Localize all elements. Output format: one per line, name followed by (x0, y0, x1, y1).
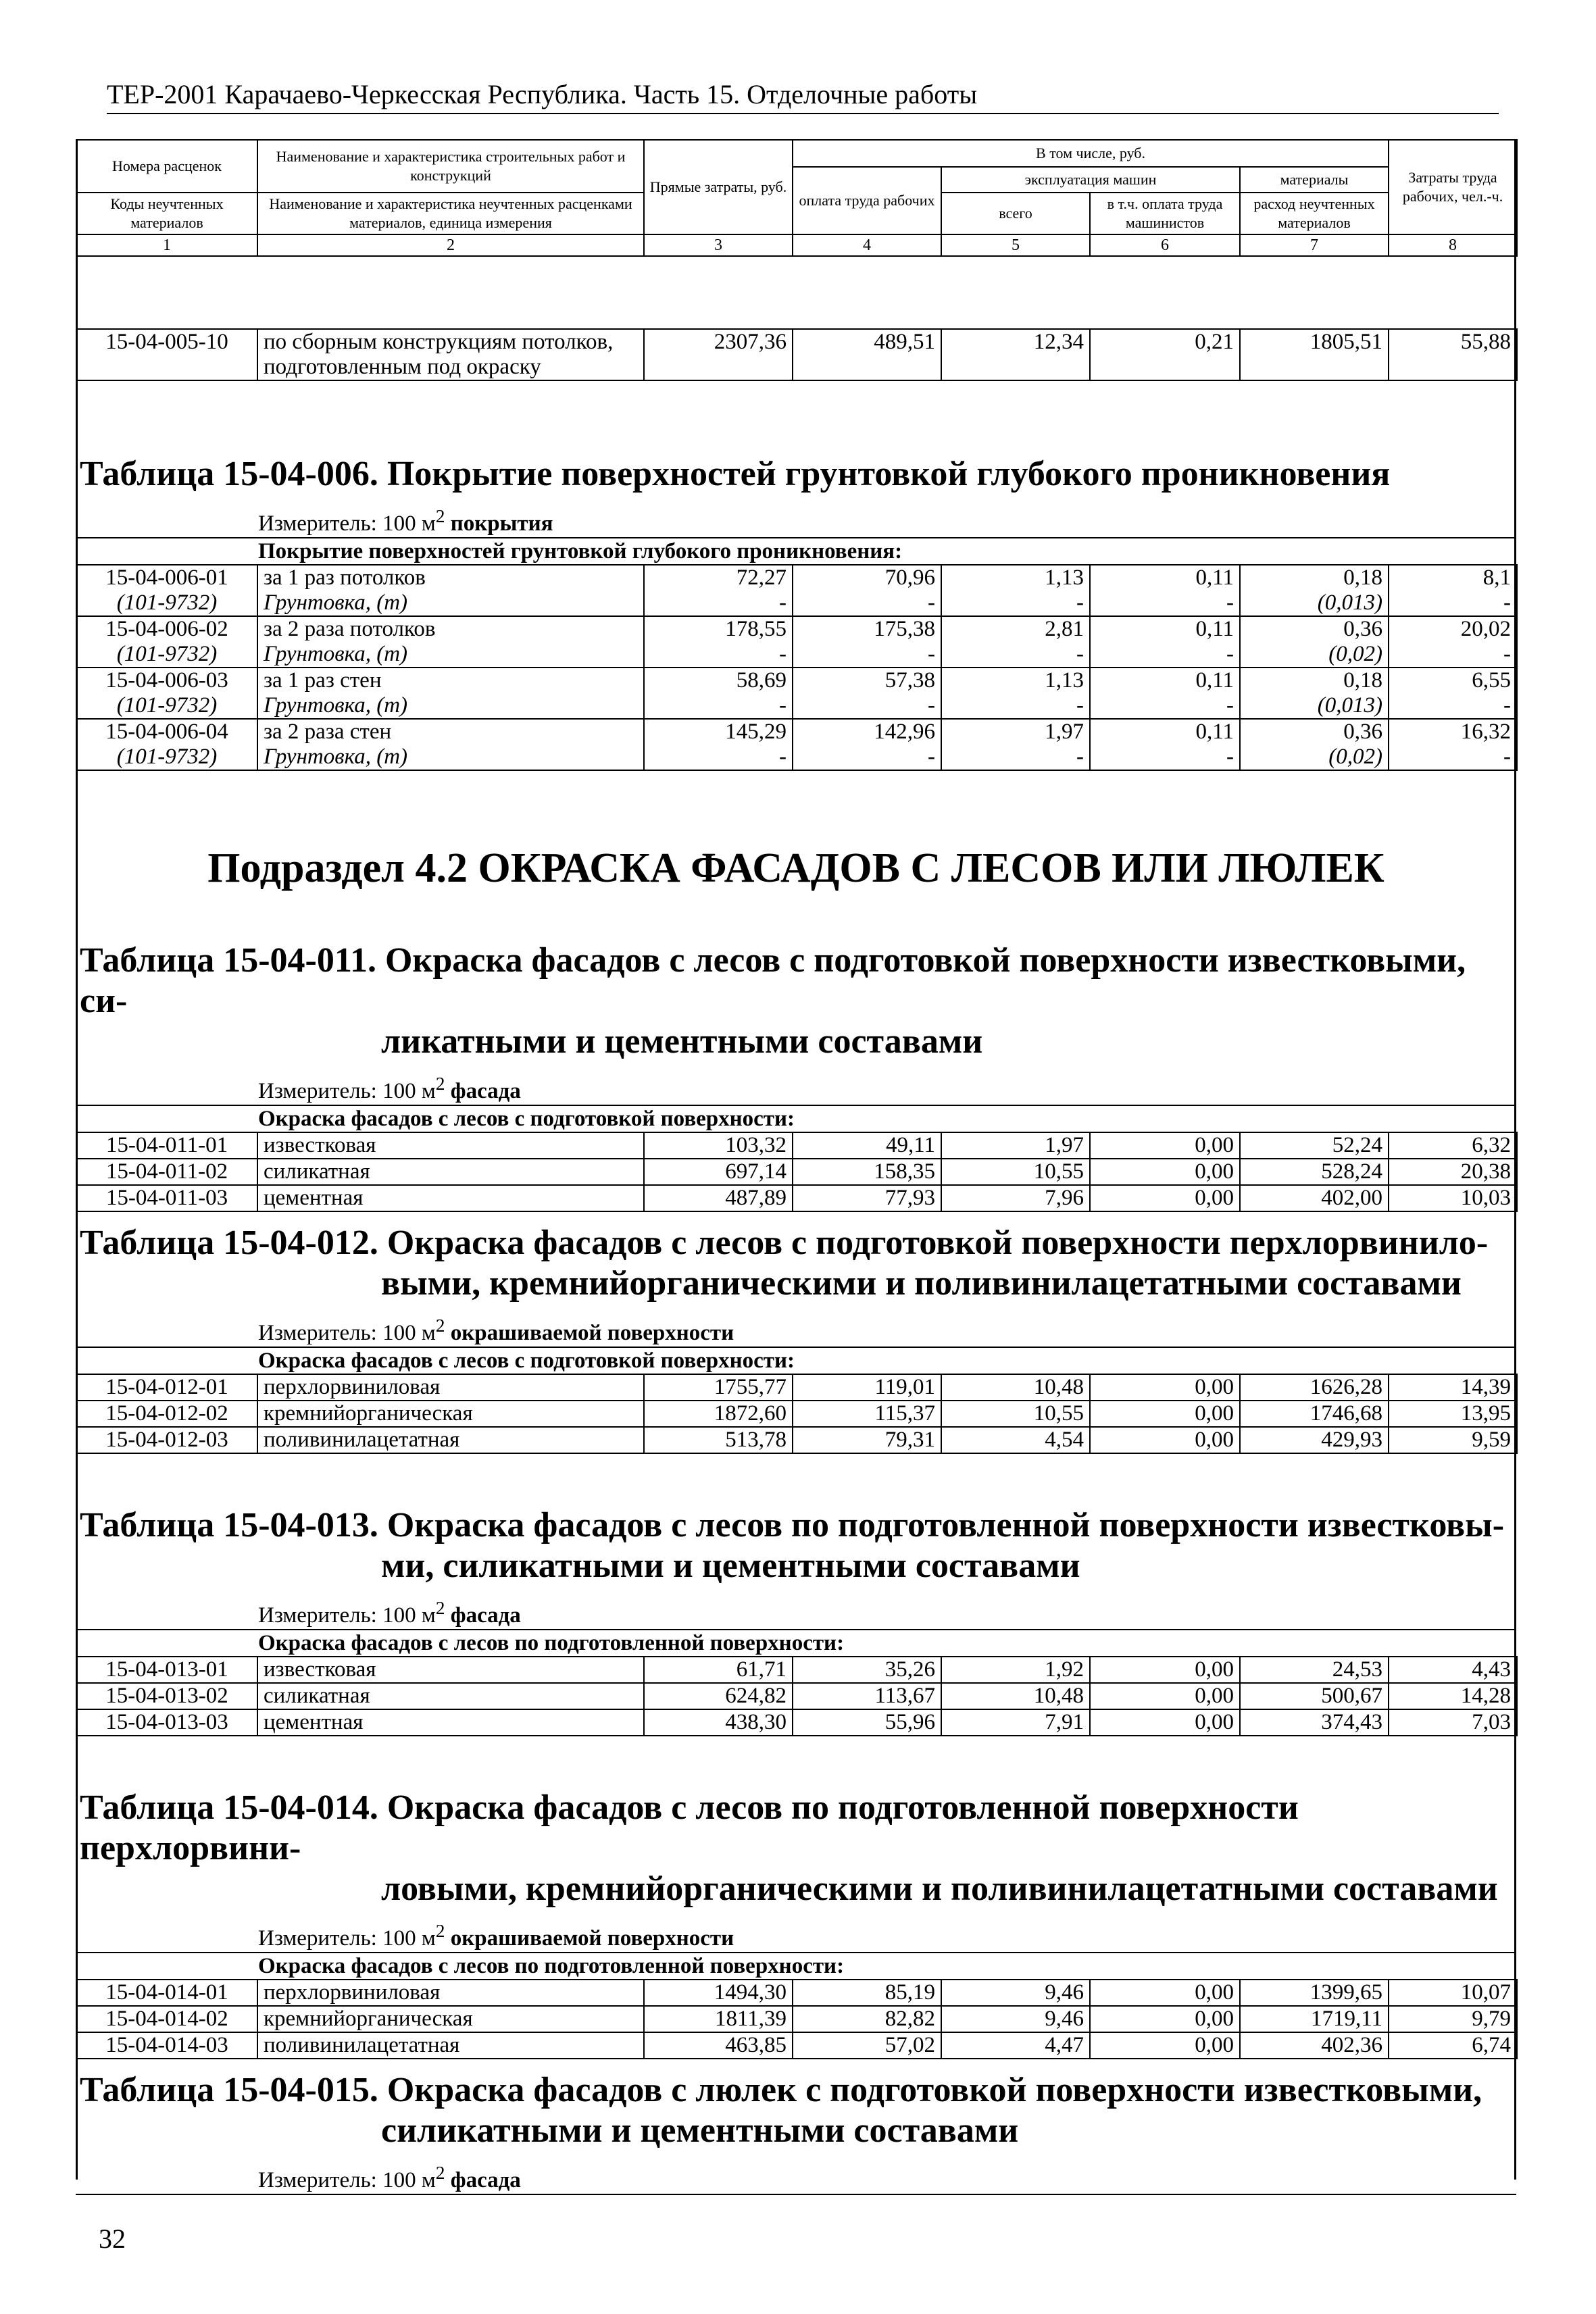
value-cell: 9,59 (1389, 1427, 1517, 1453)
value-cell: 0,00 (1090, 2006, 1240, 2032)
value-cell: 0,18 (1240, 565, 1389, 590)
rate-name: поливинилацетатная (257, 2032, 644, 2059)
table-row (76, 719, 1517, 745)
value-cell: 0,00 (1090, 1980, 1240, 2006)
value-cell: 115,37 (793, 1401, 941, 1427)
value-cell: 4,54 (941, 1427, 1090, 1453)
group-heading: Окраска фасадов с лесов по подготовленной поверхности: (76, 1629, 1516, 1656)
value-cell: 79,31 (793, 1427, 941, 1453)
value-cell: 178,55 (644, 616, 793, 642)
table-title: Таблица 15-04-015. Окраска фасадов с люлек с подготовкой поверхности известковыми, силикатными и цементными составами (80, 2071, 1482, 2150)
table-row (76, 1657, 1517, 1683)
value-cell: 55,96 (793, 1709, 941, 1736)
material-value: (0,013) (1240, 590, 1389, 616)
value-cell: 0,11 (1090, 616, 1240, 642)
section-table-014 (76, 1788, 1516, 2059)
value-cell: 13,95 (1389, 1401, 1517, 1427)
value-cell: 1805,51 (1240, 329, 1389, 380)
material-name: Грунтовка, (т) (257, 693, 644, 719)
value-cell: 697,14 (644, 1159, 793, 1185)
value-cell: 1811,39 (644, 2006, 793, 2032)
value-cell: 1,13 (941, 565, 1090, 590)
value-cell: 0,00 (1090, 1132, 1240, 1159)
value-cell: 52,24 (1240, 1132, 1389, 1159)
rate-code: 15-04-014-01 (76, 1980, 257, 2006)
material-code: (101-9732) (76, 693, 257, 719)
material-value: - (1090, 590, 1240, 616)
col-header-3: Прямые затраты, руб. (644, 140, 793, 234)
rate-name: перхлорвиниловая (257, 1374, 644, 1401)
rate-code: 15-04-011-02 (76, 1159, 257, 1185)
value-cell: 402,36 (1240, 2032, 1389, 2059)
group-heading: Окраска фасадов с лесов по подготовленной поверхности: (76, 1952, 1516, 1979)
material-row (76, 590, 1517, 616)
value-cell: 14,28 (1389, 1683, 1517, 1709)
col-num: 5 (941, 234, 1090, 256)
value-cell: 0,00 (1090, 2032, 1240, 2059)
measure-unit: Измеритель: 100 $м^2$ фасада (258, 1073, 521, 1103)
table-title: Таблица 15-04-014. Окраска фасадов с лесов по подготовленной поверхности перхлорвини- ловыми, кремнийорганическими и поливинилацетатными составами (80, 1788, 1498, 1908)
subsection-heading: Подраздел 4.2 ОКРАСКА ФАСАДОВ С ЛЕСОВ ИЛИ ЛЮЛЕК (207, 845, 1385, 891)
subsection-heading-wrap (76, 845, 1516, 892)
table-011 (76, 1132, 1518, 1212)
rate-code: 15-04-013-03 (76, 1709, 257, 1736)
rate-name: по сборным конструкциям потолков, подготовленным под окраску (257, 329, 644, 380)
material-value: - (1090, 693, 1240, 719)
value-cell: 9,46 (941, 1980, 1090, 2006)
table-row (76, 1401, 1517, 1427)
col-header-incl: В том числе, руб. (793, 140, 1389, 167)
page-number: 32 (99, 2223, 126, 2254)
page-header: ТЕР-2001 Карачаево-Черкесская Республика. Часть 15. Отделочные работы (107, 78, 1499, 114)
value-cell: 16,32 (1389, 719, 1517, 745)
value-cell: 145,29 (644, 719, 793, 745)
value-cell: 0,00 (1090, 1709, 1240, 1736)
value-cell: 4,47 (941, 2032, 1090, 2059)
value-cell: 438,30 (644, 1709, 793, 1736)
rate-code: 15-04-006-01 (76, 565, 257, 590)
rate-code: 15-04-006-03 (76, 668, 257, 693)
table-row (76, 329, 1517, 380)
section-table-012 (76, 1223, 1516, 1454)
material-value: - (1389, 642, 1517, 668)
material-value: - (1389, 745, 1517, 770)
value-cell: 487,89 (644, 1185, 793, 1211)
value-cell: 1719,11 (1240, 2006, 1389, 2032)
col-header-8: Затраты труда рабочих, чел.-ч. (1389, 140, 1517, 234)
value-cell: 57,38 (793, 668, 941, 693)
value-cell: 0,36 (1240, 616, 1389, 642)
material-value: - (644, 590, 793, 616)
value-cell: 513,78 (644, 1427, 793, 1453)
rate-code: 15-04-011-01 (76, 1132, 257, 1159)
value-cell: 70,96 (793, 565, 941, 590)
material-value: - (644, 745, 793, 770)
value-cell: 10,07 (1389, 1980, 1517, 2006)
table-row (76, 1709, 1517, 1736)
col-num: 3 (644, 234, 793, 256)
measure-unit: Измеритель: 100 $м^2$ фасада (258, 1597, 521, 1628)
value-cell: 7,96 (941, 1185, 1090, 1211)
col-num: 7 (1240, 234, 1389, 256)
value-cell: 4,43 (1389, 1657, 1517, 1683)
rate-name: кремнийорганическая (257, 2006, 644, 2032)
value-cell: 1626,28 (1240, 1374, 1389, 1401)
measure-unit: Измеритель: 100 $м^2$ покрытия (258, 505, 553, 536)
col-num: 1 (76, 234, 257, 256)
col-header-mach: эксплуатация машин (941, 167, 1240, 193)
table-row (76, 1683, 1517, 1709)
rate-name: за 1 раз потолков (257, 565, 644, 590)
measure-unit: Измеритель: 100 $м^2$ фасада (76, 2159, 1516, 2195)
col-num: 6 (1090, 234, 1240, 256)
rate-code: 15-04-006-04 (76, 719, 257, 745)
value-cell: 500,67 (1240, 1683, 1389, 1709)
value-cell: 9,46 (941, 2006, 1090, 2032)
col-num: 4 (793, 234, 941, 256)
column-header-table (76, 139, 1518, 257)
material-value: - (941, 745, 1090, 770)
measure-unit: Измеритель: 100 $м^2$ окрашиваемой поверхности (258, 1315, 734, 1345)
table-row (76, 2032, 1517, 2059)
table-012 (76, 1374, 1518, 1454)
group-heading: Окраска фасадов с лесов с подготовкой поверхности: (76, 1347, 1516, 1374)
rate-name: цементная (257, 1185, 644, 1211)
material-code: (101-9732) (76, 745, 257, 770)
col-header-2a: Наименование и характеристика строительных работ и конструкций (257, 140, 644, 193)
value-cell: 1,97 (941, 719, 1090, 745)
value-cell: 142,96 (793, 719, 941, 745)
value-cell: 0,00 (1090, 1427, 1240, 1453)
rate-name: силикатная (257, 1683, 644, 1709)
table-title: Таблица 15-04-011. Окраска фасадов с лесов с подготовкой поверхности известковыми, си- ликатными и цементными составами (80, 941, 1466, 1061)
value-cell: 1,13 (941, 668, 1090, 693)
value-cell: 2307,36 (644, 329, 793, 380)
col-header-1b: Коды неучтенных материалов (76, 193, 257, 234)
material-value: (0,02) (1240, 642, 1389, 668)
rate-code: 15-04-014-03 (76, 2032, 257, 2059)
material-code: (101-9732) (76, 642, 257, 668)
rate-code: 15-04-012-03 (76, 1427, 257, 1453)
col-header-1a: Номера расценок (76, 140, 257, 193)
rate-name: цементная (257, 1709, 644, 1736)
col-num: 8 (1389, 234, 1517, 256)
value-cell: 0,00 (1090, 1185, 1240, 1211)
value-cell: 158,35 (793, 1159, 941, 1185)
value-cell: 10,03 (1389, 1185, 1517, 1211)
col-header-mat: материалы (1240, 167, 1389, 193)
value-cell: 10,48 (941, 1683, 1090, 1709)
measure-unit: Измеритель: 100 $м^2$ окрашиваемой поверхности (258, 1920, 734, 1951)
value-cell: 489,51 (793, 329, 941, 380)
material-row (76, 745, 1517, 770)
value-cell: 61,71 (644, 1657, 793, 1683)
value-cell: 20,38 (1389, 1159, 1517, 1185)
value-cell: 6,55 (1389, 668, 1517, 693)
material-row (76, 693, 1517, 719)
rate-name: перхлорвиниловая (257, 1980, 644, 2006)
rate-code: 15-04-006-02 (76, 616, 257, 642)
value-cell: 49,11 (793, 1132, 941, 1159)
col-header-6: в т.ч. оплата труда машинистов (1090, 193, 1240, 234)
table-row (76, 1132, 1517, 1159)
value-cell: 528,24 (1240, 1159, 1389, 1185)
material-name: Грунтовка, (т) (257, 745, 644, 770)
rate-name: за 2 раза потолков (257, 616, 644, 642)
material-value: - (1090, 745, 1240, 770)
table-014 (76, 1979, 1518, 2059)
rate-name: известковая (257, 1132, 644, 1159)
rate-name: за 2 раза стен (257, 719, 644, 745)
value-cell: 1494,30 (644, 1980, 793, 2006)
group-heading: Окраска фасадов с лесов с подготовкой поверхности: (76, 1105, 1516, 1132)
value-cell: 103,32 (644, 1132, 793, 1159)
value-cell: 85,19 (793, 1980, 941, 2006)
table-013 (76, 1656, 1518, 1736)
table-row (76, 2006, 1517, 2032)
rate-code: 15-04-014-02 (76, 2006, 257, 2032)
value-cell: 55,88 (1389, 329, 1517, 380)
rate-code: 15-04-012-01 (76, 1374, 257, 1401)
value-cell: 0,00 (1090, 1657, 1240, 1683)
rate-code: 15-04-005-10 (76, 329, 257, 380)
material-value: - (793, 693, 941, 719)
material-value: - (644, 693, 793, 719)
value-cell: 1,97 (941, 1132, 1090, 1159)
table-row (76, 668, 1517, 693)
value-cell: 7,03 (1389, 1709, 1517, 1736)
table-row (76, 565, 1517, 590)
material-value: - (1389, 693, 1517, 719)
value-cell: 0,11 (1090, 668, 1240, 693)
value-cell: 77,93 (793, 1185, 941, 1211)
value-cell: 374,43 (1240, 1709, 1389, 1736)
value-cell: 0,18 (1240, 668, 1389, 693)
value-cell: 35,26 (793, 1657, 941, 1683)
value-cell: 8,1 (1389, 565, 1517, 590)
col-header-4: оплата труда рабочих (793, 167, 941, 234)
material-code: (101-9732) (76, 590, 257, 616)
value-cell: 0,11 (1090, 565, 1240, 590)
material-row (76, 642, 1517, 668)
material-value: - (941, 590, 1090, 616)
value-cell: 6,74 (1389, 2032, 1517, 2059)
value-cell: 0,00 (1090, 1374, 1240, 1401)
material-value: - (644, 642, 793, 668)
value-cell: 463,85 (644, 2032, 793, 2059)
value-cell: 0,00 (1090, 1159, 1240, 1185)
value-cell: 7,91 (941, 1709, 1090, 1736)
material-value: - (1090, 642, 1240, 668)
col-header-2b: Наименование и характеристика неучтенных расценками материалов, единица измерения (257, 193, 644, 234)
value-cell: 0,00 (1090, 1683, 1240, 1709)
col-header-7: расход неучтенных материалов (1240, 193, 1389, 234)
rate-code: 15-04-011-03 (76, 1185, 257, 1211)
value-cell: 82,82 (793, 2006, 941, 2032)
value-cell: 1746,68 (1240, 1401, 1389, 1427)
material-value: - (793, 642, 941, 668)
value-cell: 20,02 (1389, 616, 1517, 642)
value-cell: 0,21 (1090, 329, 1240, 380)
group-heading: Покрытие поверхностей грунтовкой глубокого проникновения: (76, 537, 1516, 564)
table-row (76, 1185, 1517, 1211)
value-cell: 429,93 (1240, 1427, 1389, 1453)
section-005 (76, 328, 1516, 381)
section-table-013 (76, 1505, 1516, 1736)
table-row (76, 1980, 1517, 2006)
rate-name: известковая (257, 1657, 644, 1683)
section-table-015 (76, 2070, 1516, 2195)
value-cell: 12,34 (941, 329, 1090, 380)
value-cell: 175,38 (793, 616, 941, 642)
table-row (76, 616, 1517, 642)
value-cell: 1,92 (941, 1657, 1090, 1683)
material-value: - (941, 642, 1090, 668)
table-title: Таблица 15-04-012. Окраска фасадов с лесов с подготовкой поверхности перхлорвинило- выми, кремнийорганическими и поливинилацетатными составами (80, 1224, 1489, 1303)
rate-code: 15-04-012-02 (76, 1401, 257, 1427)
value-cell: 72,27 (644, 565, 793, 590)
table-title: Таблица 15-04-006. Покрытие поверхностей грунтовкой глубокого проникновения (80, 455, 1391, 493)
value-cell: 10,55 (941, 1159, 1090, 1185)
material-name: Грунтовка, (т) (257, 590, 644, 616)
rate-name: поливинилацетатная (257, 1427, 644, 1453)
rate-code: 15-04-013-02 (76, 1683, 257, 1709)
value-cell: 14,39 (1389, 1374, 1517, 1401)
value-cell: 402,00 (1240, 1185, 1389, 1211)
value-cell: 0,11 (1090, 719, 1240, 745)
value-cell: 119,01 (793, 1374, 941, 1401)
material-value: (0,013) (1240, 693, 1389, 719)
material-value: (0,02) (1240, 745, 1389, 770)
value-cell: 24,53 (1240, 1657, 1389, 1683)
rate-name: за 1 раз стен (257, 668, 644, 693)
table-006 (76, 564, 1518, 771)
col-header-5: всего (941, 193, 1090, 234)
material-value: - (793, 590, 941, 616)
material-value: - (1389, 590, 1517, 616)
col-num: 2 (257, 234, 644, 256)
section-table-006 (76, 454, 1516, 771)
material-name: Грунтовка, (т) (257, 642, 644, 668)
value-cell: 0,00 (1090, 1401, 1240, 1427)
table-title: Таблица 15-04-013. Окраска фасадов с лесов по подготовленной поверхности известковы- ми, силикатными и цементными составами (80, 1506, 1505, 1585)
table-row (76, 1427, 1517, 1453)
section-table-011 (76, 940, 1516, 1212)
value-cell: 624,82 (644, 1683, 793, 1709)
value-cell: 6,32 (1389, 1132, 1517, 1159)
value-cell: 113,67 (793, 1683, 941, 1709)
value-cell: 1755,77 (644, 1374, 793, 1401)
value-cell: 10,55 (941, 1401, 1090, 1427)
value-cell: 2,81 (941, 616, 1090, 642)
value-cell: 1872,60 (644, 1401, 793, 1427)
table-005 (76, 328, 1518, 381)
table-row (76, 1374, 1517, 1401)
value-cell: 1399,65 (1240, 1980, 1389, 2006)
material-value: - (941, 693, 1090, 719)
rate-name: силикатная (257, 1159, 644, 1185)
value-cell: 57,02 (793, 2032, 941, 2059)
value-cell: 9,79 (1389, 2006, 1517, 2032)
material-value: - (793, 745, 941, 770)
rate-name: кремнийорганическая (257, 1401, 644, 1427)
value-cell: 58,69 (644, 668, 793, 693)
table-row (76, 1159, 1517, 1185)
value-cell: 10,48 (941, 1374, 1090, 1401)
rate-code: 15-04-013-01 (76, 1657, 257, 1683)
value-cell: 0,36 (1240, 719, 1389, 745)
